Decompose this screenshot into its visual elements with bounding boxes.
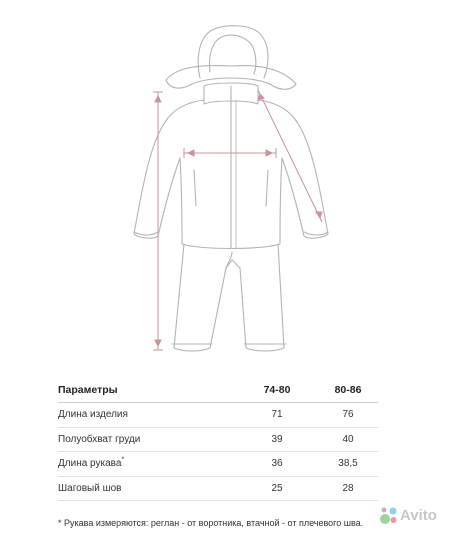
row-value: 39 [236, 427, 318, 452]
size-table [58, 378, 378, 501]
header-params: Параметры [58, 378, 236, 403]
row-label: Длина рукава [58, 458, 122, 470]
pocket-right [266, 170, 268, 206]
row-label: Шаговый шов [58, 482, 122, 494]
pants-outline [174, 244, 284, 351]
footnote-marker: * [121, 456, 125, 464]
hood-inner [210, 35, 256, 74]
watermark-label: Avito [400, 507, 437, 524]
row-value: 28 [318, 476, 378, 501]
hood-outline [198, 26, 268, 78]
row-value: 25 [236, 476, 318, 501]
row-value: 71 [236, 403, 318, 428]
row-value: 40 [318, 427, 378, 452]
measure-sleeve [258, 90, 322, 222]
table-row [58, 427, 378, 452]
header-size-80-86: 80-86 [318, 378, 378, 403]
row-value: 76 [318, 403, 378, 428]
table-header-row [58, 378, 378, 403]
pocket-left [194, 170, 196, 206]
row-label: Длина изделия [58, 409, 128, 421]
row-label: Полуобхват груди [58, 433, 141, 445]
footnote-text: * Рукава измеряются: реглан - от воротника, втачной - от плечевого шва. [58, 518, 364, 528]
row-value: 36 [236, 452, 318, 477]
table-row [58, 452, 378, 477]
header-size-74-80: 74-80 [236, 378, 318, 403]
table-row [58, 403, 378, 428]
avito-watermark [378, 505, 448, 527]
table-row [58, 476, 378, 501]
avito-logo-icon [378, 505, 400, 527]
row-value: 38,5 [318, 452, 378, 477]
